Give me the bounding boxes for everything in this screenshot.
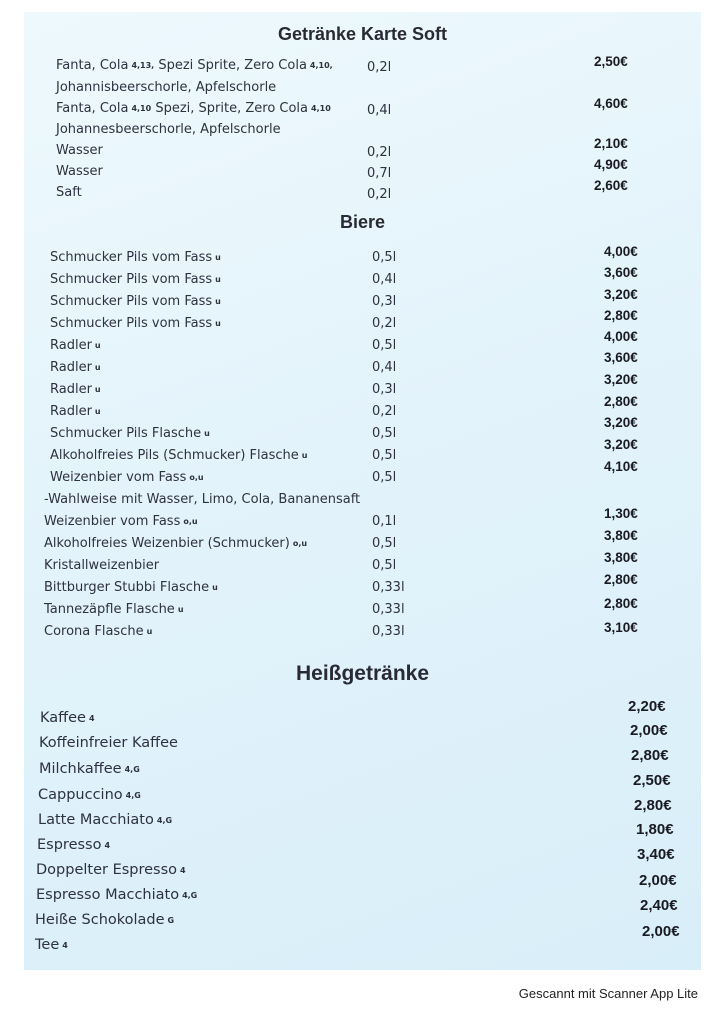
- allergen-code: o,u: [189, 473, 204, 482]
- allergen-code: G: [167, 916, 175, 925]
- item-name: [39, 735, 178, 751]
- allergen-code: 4,G: [156, 816, 173, 825]
- item-name: [56, 80, 276, 95]
- item-name-text: Fanta, Cola: [56, 58, 129, 73]
- allergen-code: 4,10,: [309, 61, 333, 70]
- item-name: [44, 492, 360, 507]
- item-name: [50, 338, 101, 353]
- price: 2,50€: [594, 54, 628, 69]
- menu-row: [24, 426, 701, 448]
- price: 4,10€: [604, 459, 638, 474]
- item-name: [56, 58, 333, 73]
- item-name: [50, 382, 101, 397]
- item-name-text: Cappuccino: [38, 787, 123, 803]
- volume: 0,4l: [367, 103, 392, 118]
- volume: 0,2l: [367, 187, 392, 202]
- scanned-menu-page: [24, 12, 701, 970]
- item-name: [50, 404, 101, 419]
- price: 2,00€: [630, 722, 668, 739]
- allergen-code: u: [177, 605, 184, 614]
- item-name-text: Schmucker Pils vom Fass: [50, 316, 213, 331]
- item-name: [56, 101, 331, 116]
- menu-row: [24, 602, 701, 624]
- volume: 0,5l: [372, 338, 397, 353]
- scanner-footer: Gescannt mit Scanner App Lite: [518, 986, 698, 1001]
- volume: 0,3l: [372, 382, 397, 397]
- item-name: [56, 143, 103, 158]
- item-name: [38, 787, 141, 803]
- allergen-code: u: [94, 363, 101, 372]
- item-name-text: Johannesbeerschorle, Apfelschorle: [56, 122, 281, 137]
- item-name-text: Milchkaffee: [39, 761, 122, 777]
- menu-row: [24, 492, 701, 514]
- volume: 0,2l: [367, 60, 392, 75]
- allergen-code: u: [212, 583, 218, 592]
- menu-row: [24, 624, 701, 646]
- price: 2,10€: [594, 136, 628, 151]
- hot-drinks-title: Heißgetränke: [295, 662, 430, 685]
- price: 2,60€: [594, 178, 628, 193]
- price: 4,00€: [604, 329, 638, 344]
- item-name-text: Radler: [50, 338, 92, 353]
- volume: 0,2l: [372, 316, 397, 331]
- price: 3,80€: [604, 528, 638, 543]
- menu-row: [24, 360, 701, 382]
- price: 2,80€: [604, 394, 638, 409]
- price: 2,80€: [634, 797, 672, 814]
- item-name: [50, 294, 221, 309]
- item-name-text: Alkoholfreies Weizenbier (Schmucker): [44, 536, 290, 551]
- price: 2,00€: [642, 923, 680, 940]
- item-name: [50, 360, 101, 375]
- item-name-text: Espresso Macchiato: [36, 887, 180, 903]
- price: 2,80€: [604, 308, 638, 323]
- volume: 0,1l: [372, 514, 397, 529]
- price: 1,30€: [604, 506, 638, 521]
- menu-row: [24, 470, 701, 492]
- volume: 0,4l: [372, 360, 397, 375]
- item-name-text: Tannezäpfle Flasche: [44, 602, 175, 617]
- volume: 0,2l: [367, 145, 392, 160]
- item-name-text: Tee: [35, 937, 60, 953]
- allergen-code: 4,10: [311, 104, 331, 113]
- item-name: [39, 761, 140, 777]
- item-name: [37, 837, 110, 853]
- menu-row: [24, 912, 701, 934]
- allergen-code: o,u: [183, 517, 198, 526]
- volume: 0,4l: [372, 272, 397, 287]
- allergen-code: u: [94, 407, 101, 416]
- item-name-text: Corona Flasche: [44, 624, 144, 639]
- menu-row: [24, 448, 701, 470]
- item-name: [50, 250, 221, 265]
- beer-title: Biere: [339, 212, 386, 232]
- item-name: [36, 887, 197, 903]
- allergen-code: o,u: [292, 539, 308, 548]
- menu-row: [24, 536, 701, 558]
- allergen-code: 4: [104, 841, 111, 850]
- volume: 0,33l: [372, 624, 405, 639]
- allergen-code: 4: [180, 866, 186, 875]
- price: 2,20€: [628, 698, 666, 715]
- item-name-text: Schmucker Pils vom Fass: [50, 272, 213, 287]
- price: 2,80€: [604, 572, 638, 587]
- volume: 0,5l: [372, 558, 397, 573]
- price: 4,00€: [604, 244, 638, 259]
- item-name-text: Weizenbier vom Fass: [44, 514, 181, 529]
- price: 3,60€: [604, 350, 638, 365]
- allergen-code: u: [301, 451, 308, 460]
- allergen-code: u: [94, 341, 101, 350]
- item-name: [56, 164, 103, 179]
- item-name-text: Saft: [56, 185, 82, 200]
- item-name-text: Schmucker Pils vom Fass: [50, 294, 213, 309]
- item-name-text: Heiße Schokolade: [35, 912, 165, 928]
- item-name-text: Koffeinfreier Kaffee: [39, 735, 178, 751]
- price: 4,90€: [594, 157, 628, 172]
- item-name: [44, 580, 218, 595]
- price: 2,80€: [604, 596, 638, 611]
- menu-row: [24, 787, 701, 809]
- item-name-text: Fanta, Cola: [56, 101, 129, 116]
- price: 2,50€: [633, 772, 671, 789]
- item-name-text: -Wahlweise mit Wasser, Limo, Cola, Bananensaft: [44, 492, 361, 507]
- allergen-code: u: [215, 253, 221, 262]
- item-name: [50, 316, 221, 331]
- price: 3,10€: [604, 620, 638, 635]
- item-name-text-2: Spezi Sprite, Zero Cola: [158, 58, 307, 73]
- allergen-code: 4,10: [131, 104, 152, 113]
- item-name-text: Radler: [50, 404, 92, 419]
- item-name-text-2: Spezi, Sprite, Zero Cola: [155, 101, 309, 116]
- item-name: [44, 602, 184, 617]
- price: 3,60€: [604, 265, 638, 280]
- item-name-text: Kristallweizenbier: [44, 558, 160, 573]
- volume: 0,5l: [372, 536, 397, 551]
- price: 3,20€: [604, 287, 638, 302]
- item-name: [36, 862, 186, 878]
- item-name-text: Schmucker Pils vom Fass: [50, 250, 213, 265]
- item-name: [44, 624, 152, 639]
- item-name-text: Radler: [50, 360, 92, 375]
- item-name: [35, 912, 174, 928]
- price: 3,40€: [637, 846, 675, 863]
- price: 1,80€: [636, 821, 674, 838]
- menu-row: [24, 382, 701, 404]
- soft-drinks-title: Getränke Karte Soft: [277, 24, 448, 44]
- allergen-code: 4,G: [125, 791, 141, 800]
- volume: 0,2l: [372, 404, 397, 419]
- allergen-code: u: [146, 627, 153, 636]
- menu-row: [24, 514, 701, 536]
- item-name-text: Radler: [50, 382, 92, 397]
- volume: 0,33l: [372, 602, 405, 617]
- menu-row: [24, 580, 701, 602]
- item-name-text: Latte Macchiato: [38, 812, 154, 828]
- menu-row: [24, 404, 701, 426]
- item-name-text: Alkoholfreies Pils (Schmucker) Flasche: [50, 448, 299, 463]
- volume: 0,5l: [372, 426, 397, 441]
- item-name-text: Doppelter Espresso: [36, 862, 178, 878]
- price: 3,80€: [604, 550, 638, 565]
- item-name: [35, 937, 68, 953]
- volume: 0,5l: [372, 448, 397, 463]
- menu-row: [24, 735, 701, 757]
- volume: 0,33l: [372, 580, 405, 595]
- item-name-text: Kaffee: [40, 710, 86, 726]
- menu-row: [24, 937, 701, 959]
- allergen-code: u: [215, 319, 221, 328]
- item-name-text: Espresso: [37, 837, 102, 853]
- allergen-code: 4,13,: [131, 61, 155, 70]
- item-name-text: Schmucker Pils Flasche: [50, 426, 202, 441]
- menu-row: [24, 316, 701, 338]
- item-name: [44, 514, 198, 529]
- item-name: [50, 448, 307, 463]
- item-name-text: Wasser: [56, 143, 103, 158]
- price: 2,40€: [640, 897, 678, 914]
- item-name-text: Johannisbeerschorle, Apfelschorle: [56, 80, 277, 95]
- menu-row: [24, 272, 701, 294]
- item-name: [56, 122, 281, 137]
- item-name: [50, 470, 204, 485]
- allergen-code: u: [94, 385, 101, 394]
- price: 2,80€: [631, 747, 669, 764]
- menu-row: [24, 862, 701, 884]
- allergen-code: 4: [62, 941, 68, 950]
- menu-row: [24, 710, 701, 732]
- allergen-code: 4,G: [124, 765, 140, 774]
- menu-row: [24, 812, 701, 834]
- allergen-code: u: [215, 275, 221, 284]
- item-name: [50, 272, 221, 287]
- item-name: [44, 536, 307, 551]
- item-name: [44, 558, 159, 573]
- item-name: [38, 812, 172, 828]
- allergen-code: u: [204, 429, 210, 438]
- menu-row: [24, 558, 701, 580]
- menu-row: [24, 837, 701, 859]
- volume: 0,3l: [372, 294, 397, 309]
- price: 4,60€: [594, 96, 628, 111]
- price: 2,00€: [639, 872, 677, 889]
- allergen-code: 4,G: [182, 891, 198, 900]
- volume: 0,5l: [372, 250, 397, 265]
- item-name: [40, 710, 95, 726]
- menu-row: [24, 887, 701, 909]
- item-name-text: Wasser: [56, 164, 103, 179]
- volume: 0,7l: [367, 166, 392, 181]
- menu-row: [24, 250, 701, 272]
- menu-row: [24, 338, 701, 360]
- item-name: [50, 426, 210, 441]
- volume: 0,5l: [372, 470, 397, 485]
- allergen-code: 4: [88, 714, 95, 723]
- price: 3,20€: [604, 437, 638, 452]
- item-name: [56, 185, 82, 200]
- price: 3,20€: [604, 372, 638, 387]
- allergen-code: u: [215, 297, 221, 306]
- item-name-text: Weizenbier vom Fass: [50, 470, 187, 485]
- menu-row: [24, 761, 701, 783]
- menu-row: [24, 294, 701, 316]
- item-name-text: Bittburger Stubbi Flasche: [44, 580, 210, 595]
- price: 3,20€: [604, 415, 638, 430]
